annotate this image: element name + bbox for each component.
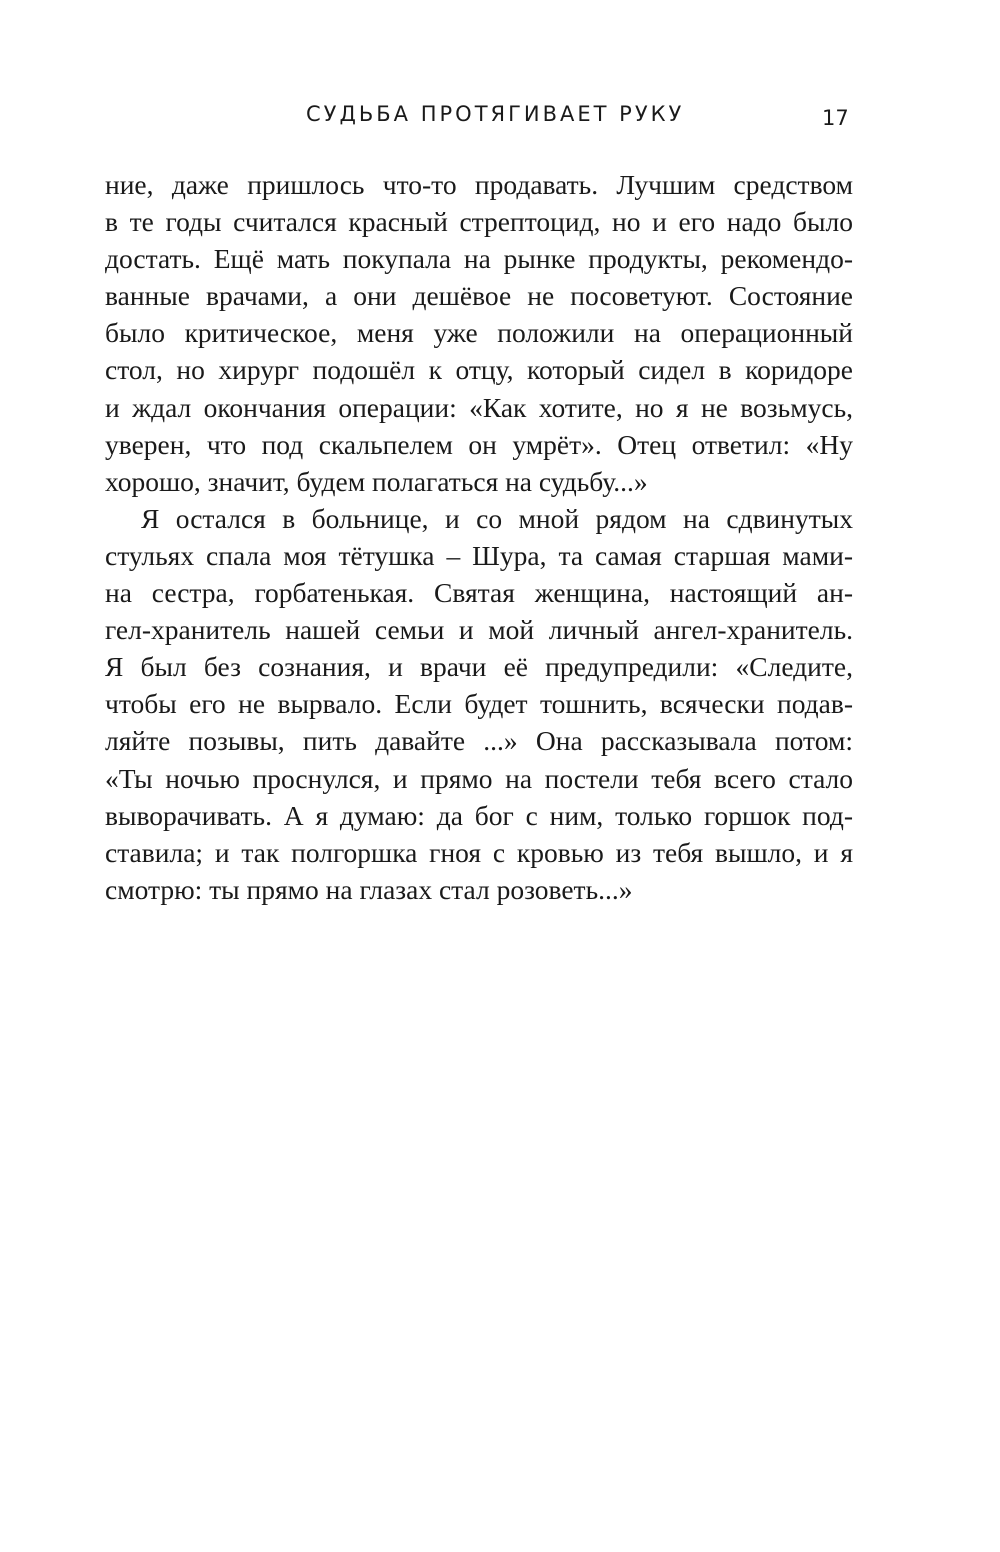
text-line: Я остался в больнице, и со мной рядом на сдвинутых <box>141 502 853 534</box>
text-line: ляйте позывы, пить давайте ...» Она рассказывала потом: <box>105 725 853 757</box>
text-line: ние, даже пришлось что-то продавать. Лучшим средством <box>105 169 853 200</box>
text-line: выворачивать. А я думаю: да бог с ним, только горшок под- <box>105 799 853 831</box>
text-line: на сестра, горбатенькая. Святая женщина, настоящий ан- <box>105 577 853 609</box>
text-line: гел-хранитель нашей семьи и мой личный ангел-хранитель. <box>105 614 853 646</box>
text-line: в те годы считался красный стрептоцид, но и его надо было <box>105 206 853 238</box>
text-line: Я был без сознания, и врачи её предупредили: «Следите, <box>105 651 853 683</box>
text-line: достать. Ещё мать покупала на рынке продукты, рекомендо- <box>105 243 853 275</box>
paragraph-1 <box>105 166 853 500</box>
text-line: было критическое, меня уже положили на операционный <box>105 317 853 349</box>
text-line: смотрю: ты прямо на глазах стал розоветь...» <box>105 873 633 905</box>
text-line: и ждал окончания операции: «Как хотите, но я не возьмусь, <box>105 391 853 423</box>
page-number: 17 <box>822 106 849 130</box>
text-line: ставила; и так полгоршка гноя с кровью из тебя вышло, и я <box>105 836 853 868</box>
text-line: ванные врачами, а они дешёвое не посоветуют. Состояние <box>105 280 853 312</box>
text-line: уверен, что под скальпелем он умрёт». Отец ответил: «Ну <box>105 428 853 460</box>
text-line: стол, но хирург подошёл к отцу, который сидел в коридоре <box>105 354 853 386</box>
text-line: чтобы его не вырвало. Если будет тошнить, всячески подав- <box>105 688 853 720</box>
running-header: СУДЬБА ПРОТЯГИВАЕТ РУКУ <box>306 102 685 126</box>
text-line: хорошо, значит, будем полагаться на судьбу...» <box>105 465 648 497</box>
text-line: «Ты ночью проснулся, и прямо на постели тебя всего стало <box>105 762 853 794</box>
text-line: стульях спала моя тётушка – Шура, та самая старшая мами- <box>105 539 853 571</box>
paragraph-2 <box>105 500 853 908</box>
body-text <box>105 166 853 908</box>
